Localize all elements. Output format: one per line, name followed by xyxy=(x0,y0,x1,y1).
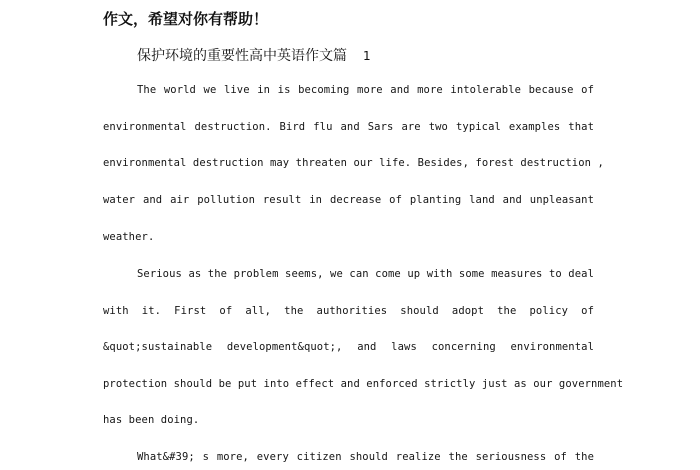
paragraph-2-line-5: has been doing. xyxy=(103,414,200,426)
paragraph-2-line-1: Serious as the problem seems, we can come up with some measures to deal xyxy=(137,268,594,280)
paragraph-2-line-2: with it. First of all, the authorities should adopt the policy of xyxy=(103,305,594,317)
paragraph-1-line-3: environmental destruction may threaten our life. Besides, forest destruction , xyxy=(103,157,604,169)
paragraph-1-line-1: The world we live in is becoming more and more intolerable because of xyxy=(137,84,594,96)
essay-title xyxy=(137,45,371,65)
paragraph-1-line-2: environmental destruction. Bird flu and Sars are two typical examples that xyxy=(103,121,594,133)
paragraph-2-line-3: &quot;sustainable development&quot;, and laws concerning environmental xyxy=(103,341,594,353)
intro-line: 作文，希望对你有帮助！ xyxy=(103,10,269,28)
essay-number: 1 xyxy=(363,49,371,63)
essay-title-text: 保护环境的重要性高中英语作文篇 xyxy=(137,48,347,64)
paragraph-1-line-5: weather. xyxy=(103,231,155,243)
paragraph-2-line-4: protection should be put into effect and enforced strictly just as our government xyxy=(103,378,624,390)
paragraph-1-line-4: water and air pollution result in decrease of planting land and unpleasant xyxy=(103,194,594,206)
paragraph-3-line-1: What&#39; s more, every citizen should realize the seriousness of the xyxy=(137,451,594,463)
